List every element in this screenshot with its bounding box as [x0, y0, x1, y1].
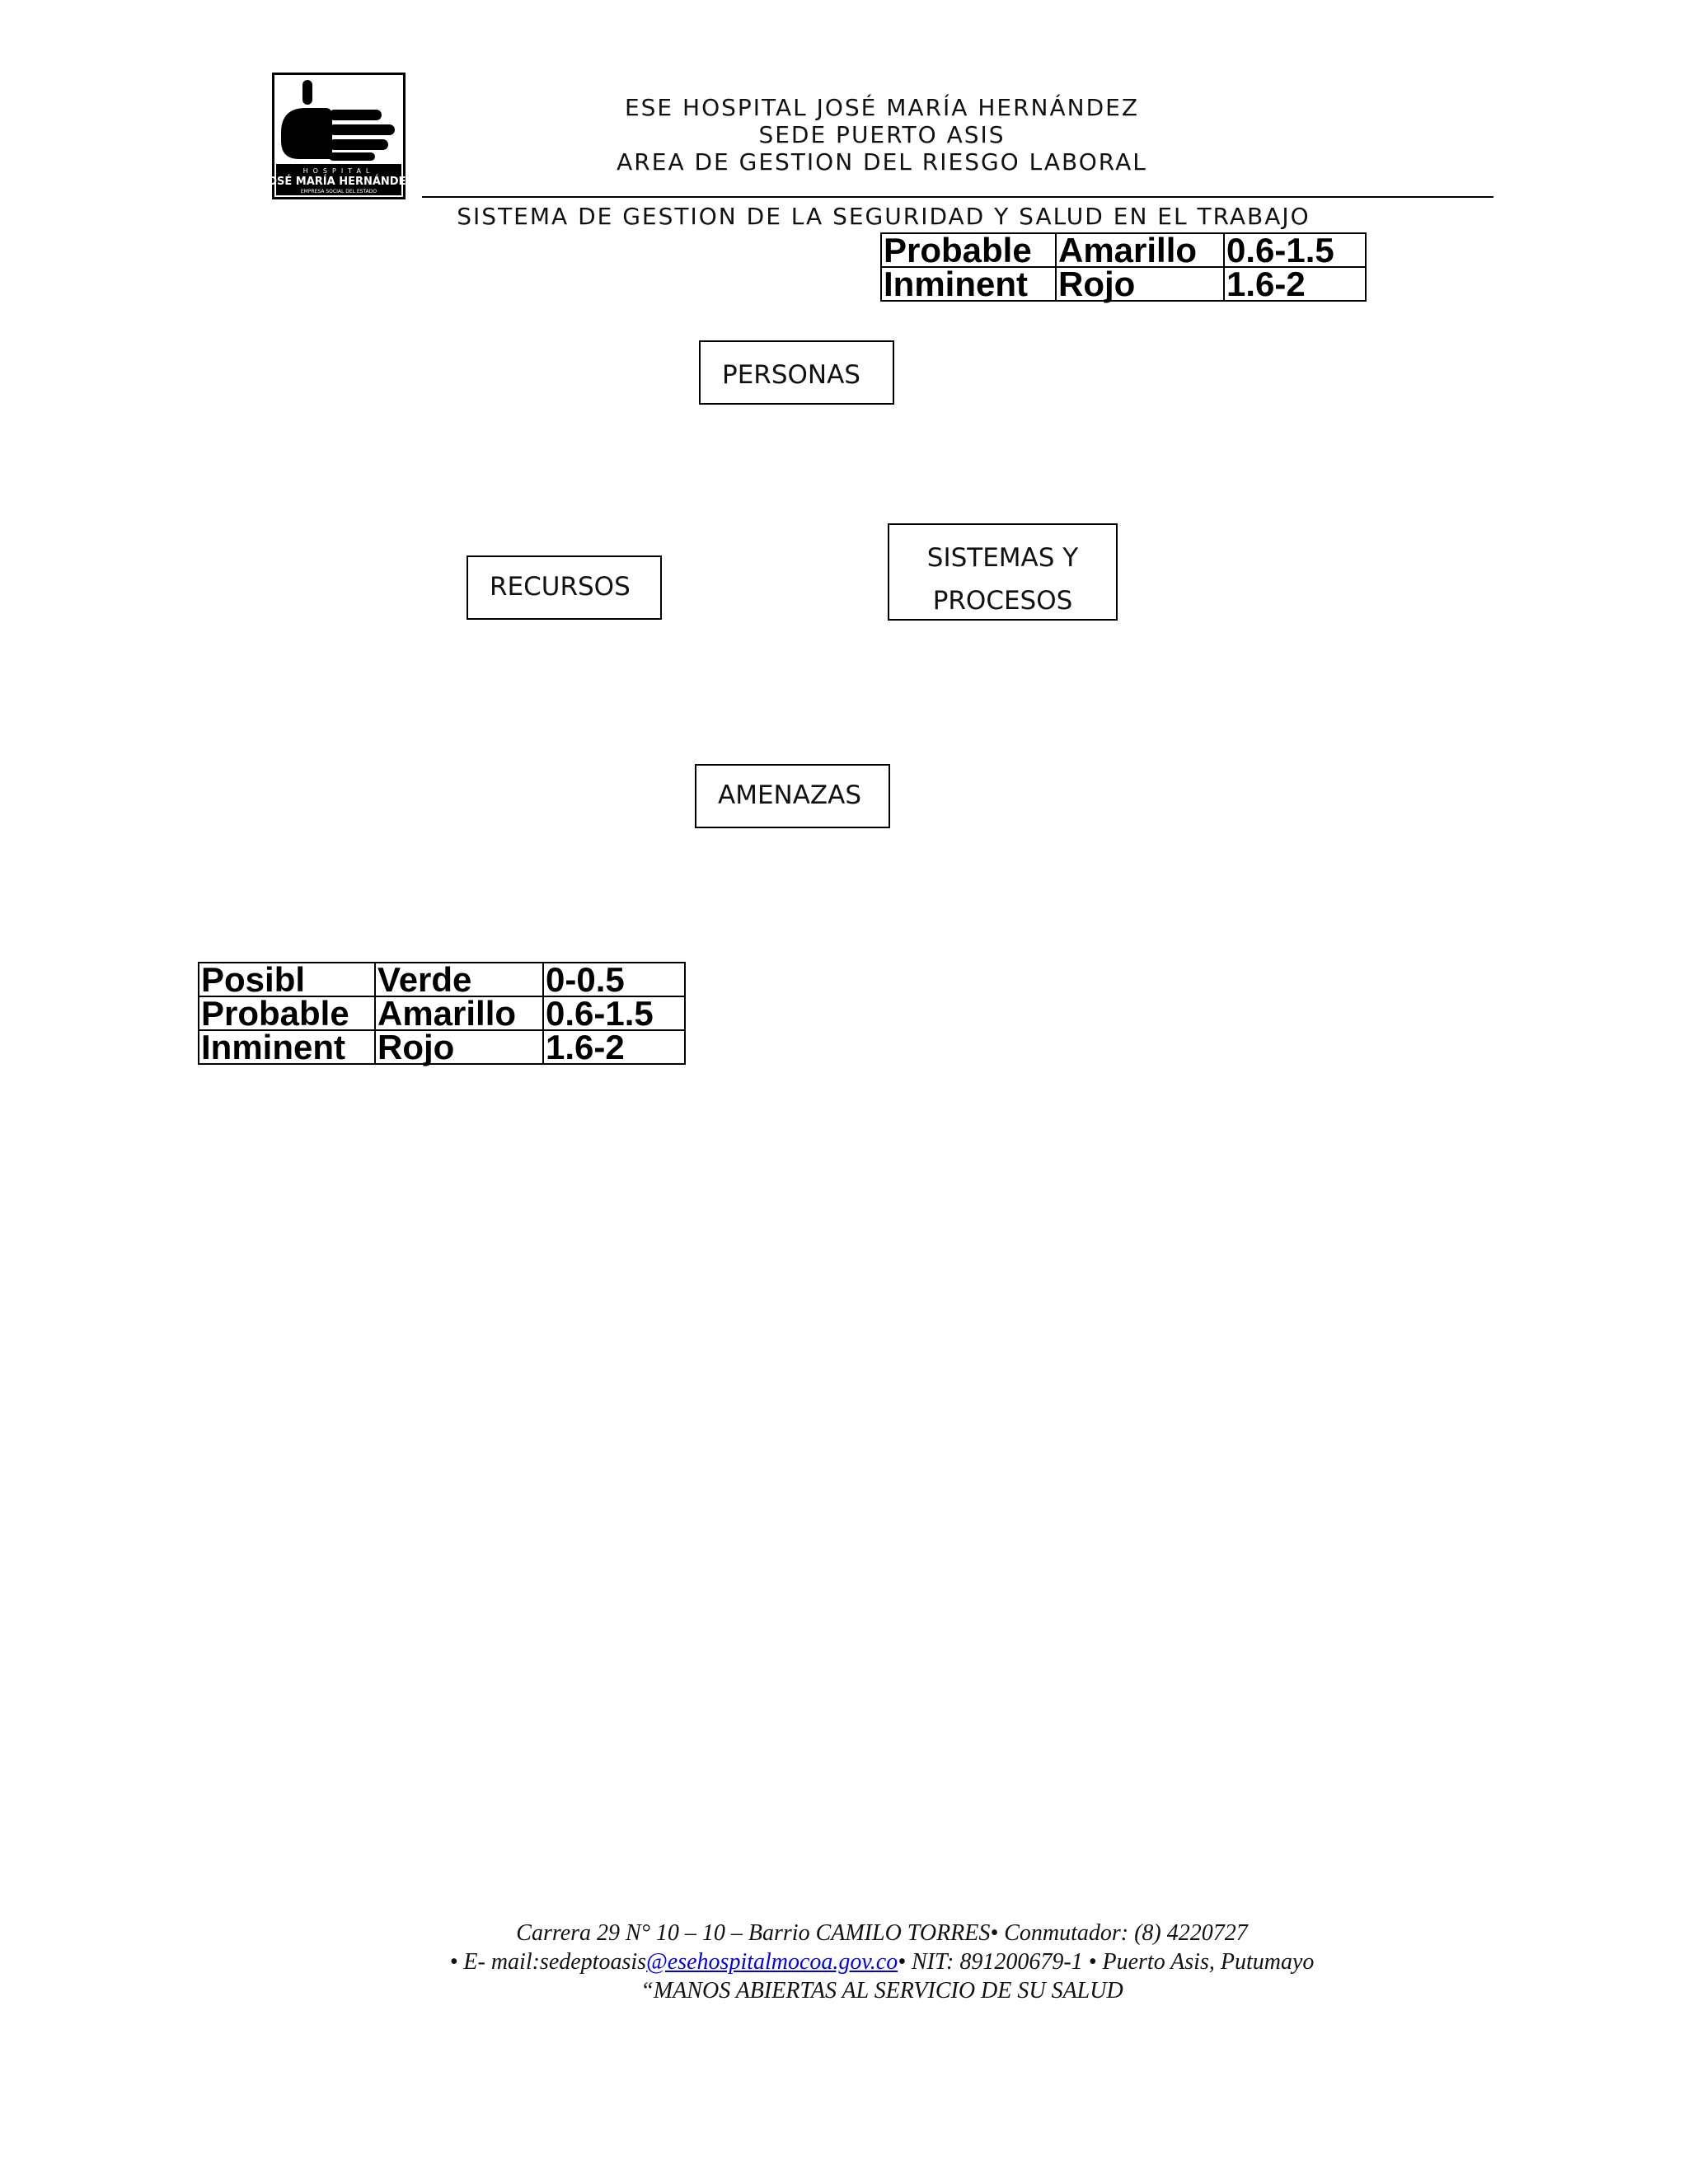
- diagram-box-sistemas-procesos: [888, 523, 1118, 621]
- table-cell: 0.6-1.5: [543, 996, 685, 1030]
- svg-text:HOSPITAL: HOSPITAL: [302, 167, 375, 175]
- header-hospital-name: ESE HOSPITAL JOSÉ MARÍA HERNÁNDEZ: [624, 94, 1140, 121]
- footer-email-prefix: • E- mail:sedeptoasis: [449, 1949, 647, 1975]
- table-row: [199, 963, 685, 996]
- table-cell: Inminent: [881, 267, 1056, 301]
- header-sede: SEDE PUERTO ASIS: [758, 121, 1006, 148]
- table-cell: Inminent: [199, 1030, 375, 1064]
- diagram-label: PROCESOS: [932, 586, 1073, 616]
- hand-logo-icon: [264, 75, 414, 197]
- header-system-title: SISTEMA DE GESTION DE LA SEGURIDAD Y SALUD EN EL TRABAJO: [457, 203, 1311, 230]
- diagram-label: RECURSOS: [490, 572, 631, 602]
- diagram-box-amenazas: [695, 764, 890, 828]
- header-area: AREA DE GESTION DEL RIESGO LABORAL: [617, 148, 1147, 176]
- header-divider: [422, 196, 1493, 198]
- diagram-label: SISTEMAS Y: [926, 543, 1079, 573]
- footer-nit: • NIT: 891200679-1 • Puerto Asis, Putumayo: [898, 1949, 1315, 1975]
- table-cell: Amarillo: [375, 996, 543, 1030]
- table-row: [199, 1030, 685, 1064]
- table-cell: 1.6-2: [543, 1030, 685, 1064]
- footer-address: Carrera 29 N° 10 – 10 – Barrio CAMILO TORRES• Conmutador: (8) 4220727: [516, 1920, 1248, 1946]
- table-cell: 1.6-2: [1224, 267, 1366, 301]
- risk-level-table-bottom: [198, 962, 686, 1065]
- svg-text:EMPRESA SOCIAL DEL ESTADO: EMPRESA SOCIAL DEL ESTADO: [300, 189, 377, 194]
- table-cell: 0.6-1.5: [1224, 233, 1366, 267]
- table-cell: Probable: [199, 996, 375, 1030]
- table-row: [881, 267, 1366, 301]
- footer-contact: [247, 1949, 1517, 1975]
- hospital-logo: [264, 73, 414, 199]
- diagram-label: AMENAZAS: [718, 780, 862, 810]
- footer-slogan: “MANOS ABIERTAS AL SERVICIO DE SU SALUD: [640, 1978, 1123, 2004]
- table-cell: Rojo: [375, 1030, 543, 1064]
- table-row: [199, 996, 685, 1030]
- table-cell: Posibl: [199, 963, 375, 996]
- diagram-label: PERSONAS: [722, 360, 860, 390]
- footer-email-link[interactable]: @esehospitalmocoa.gov.co: [646, 1949, 898, 1975]
- table-cell: Rojo: [1056, 267, 1224, 301]
- risk-level-table-top: [880, 232, 1367, 302]
- svg-text:JOSÉ MARÍA HERNÁNDEZ: JOSÉ MARÍA HERNÁNDEZ: [264, 176, 414, 188]
- table-cell: 0-0.5: [543, 963, 685, 996]
- table-cell: Verde: [375, 963, 543, 996]
- table-row: [881, 233, 1366, 267]
- table-cell: Probable: [881, 233, 1056, 267]
- diagram-box-personas: [699, 340, 894, 405]
- table-cell: Amarillo: [1056, 233, 1224, 267]
- diagram-box-recursos: [467, 555, 662, 620]
